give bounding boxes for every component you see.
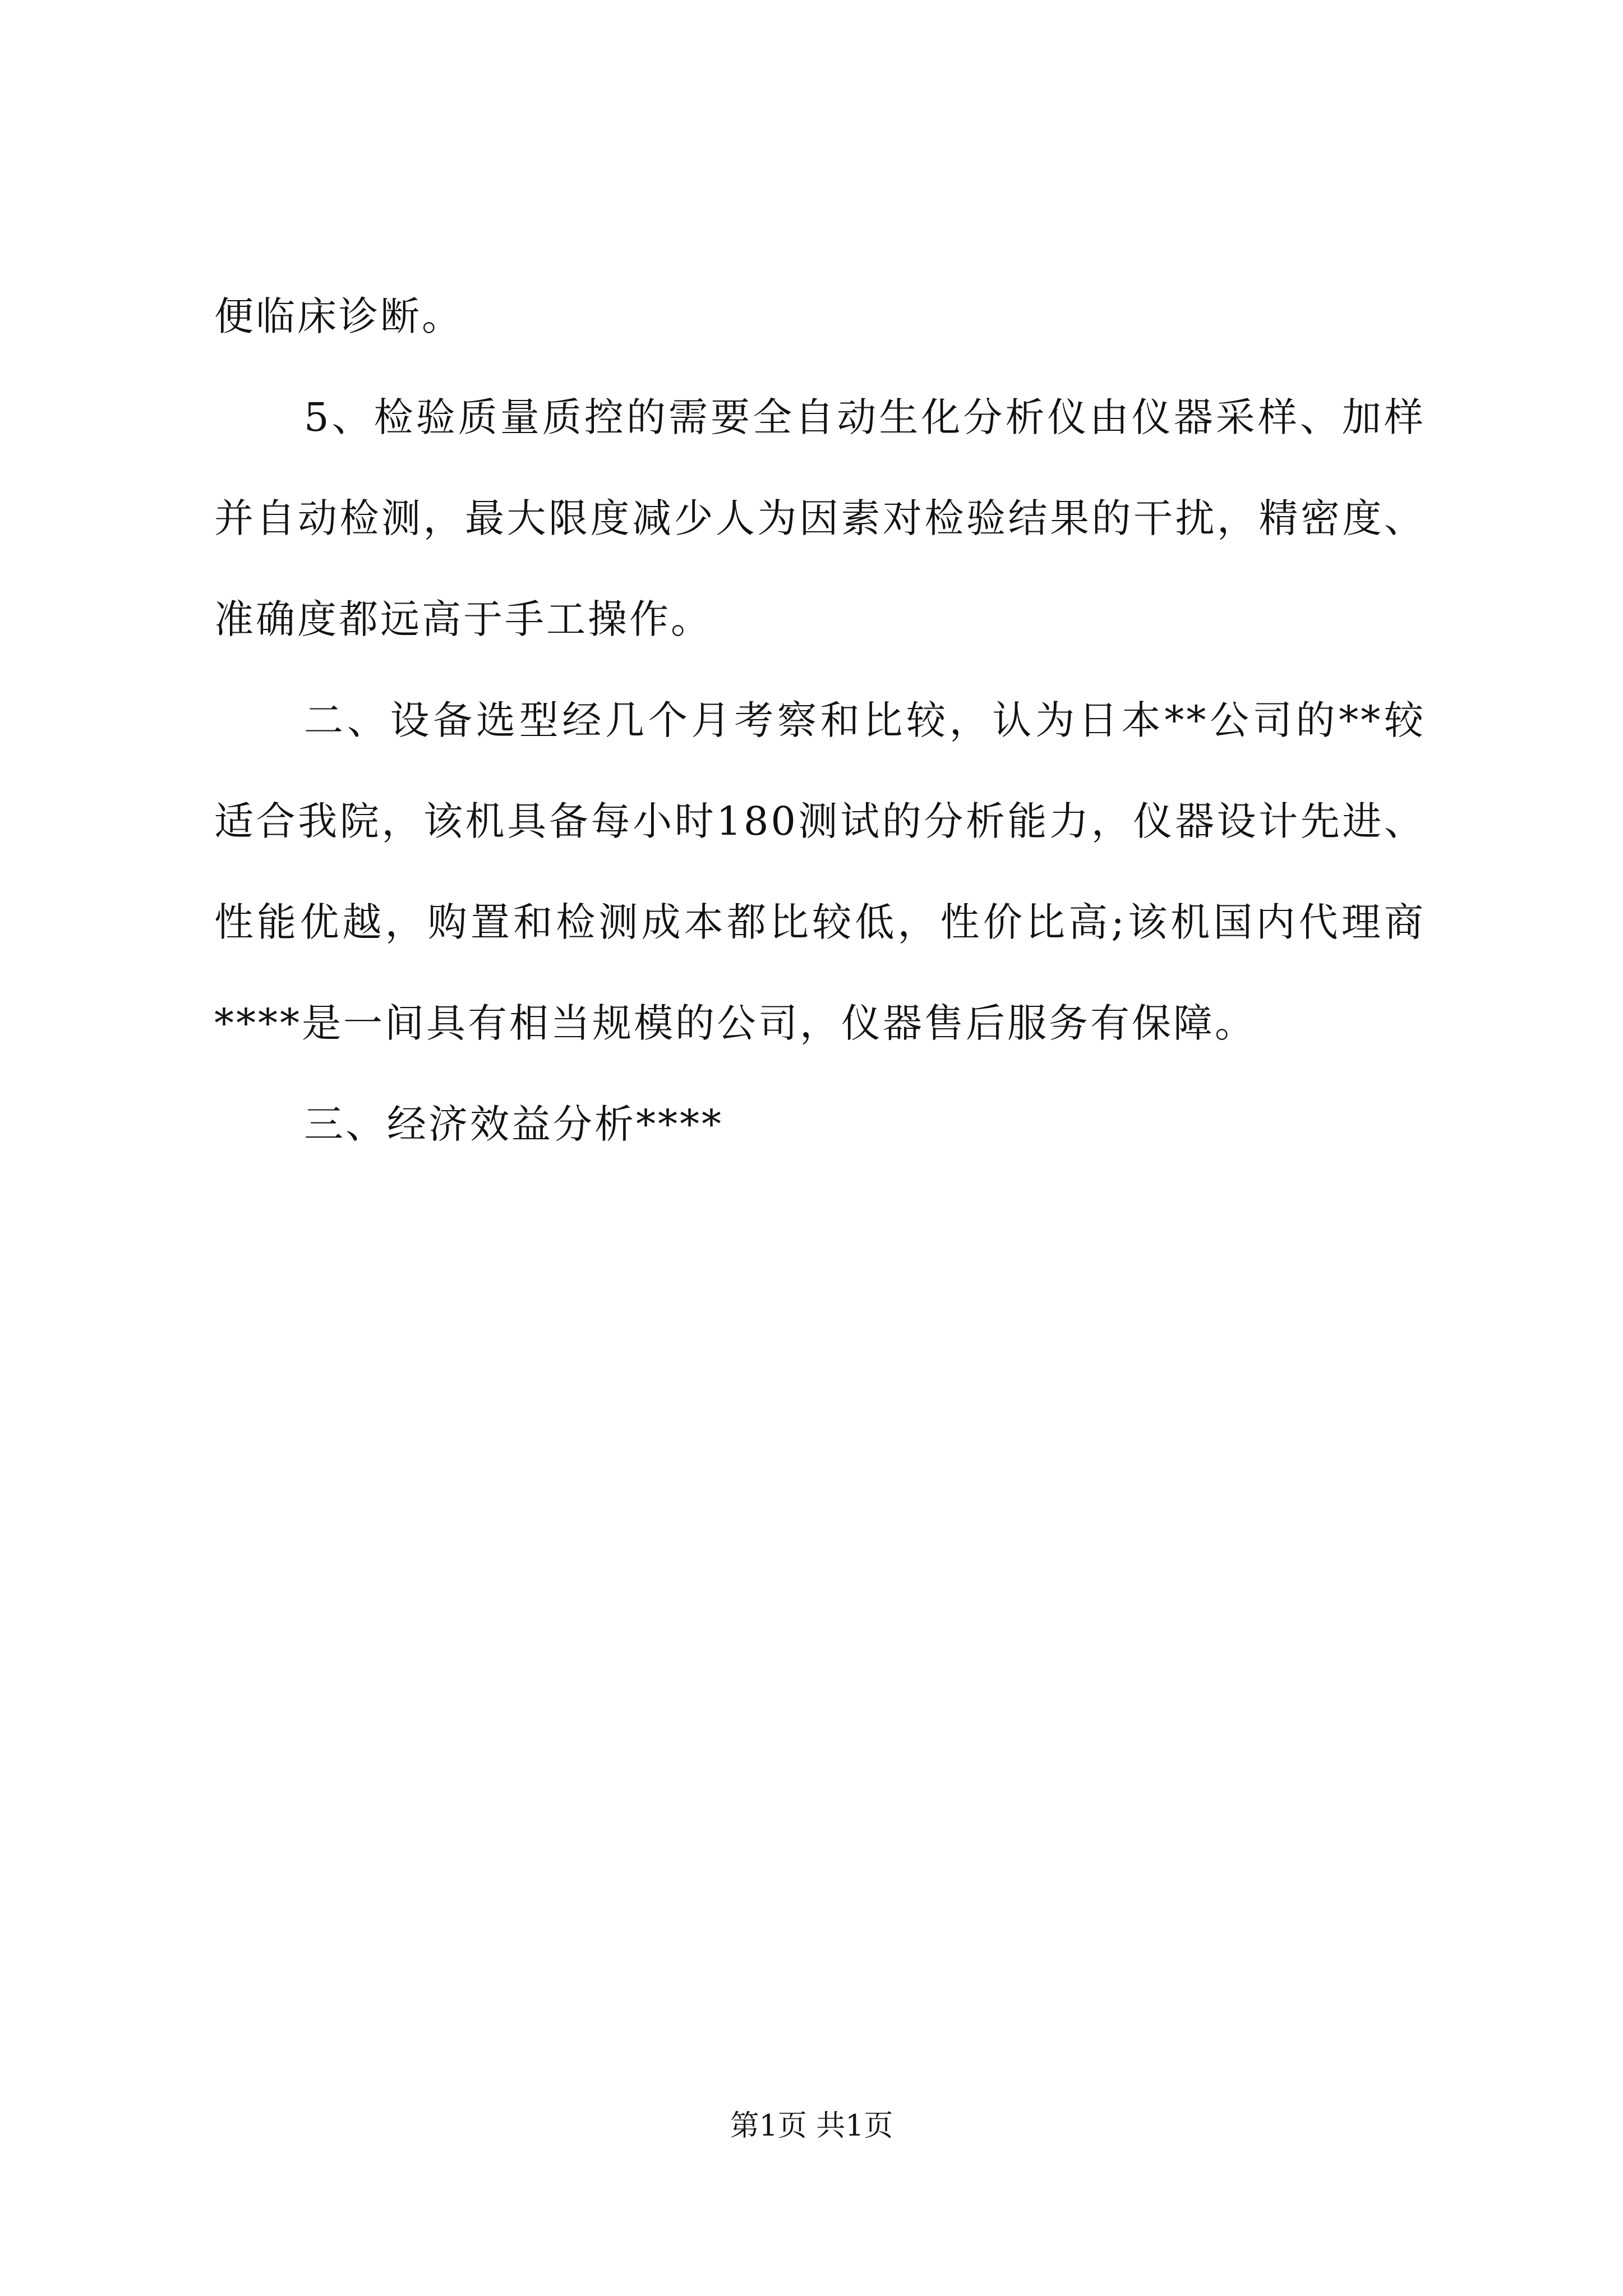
paragraph-item-5-quality-control: 5、检验质量质控的需要全自动生化分析仪由仪器采样、加样并自动检测，最大限度减少人为因素对检验结果的干扰，精密度、准确度都远高于手工操作。 <box>214 394 1426 642</box>
paragraph-continuation: 便临床诊断。 <box>214 293 463 339</box>
document-body <box>214 266 1426 1175</box>
paragraph-section-2-equipment-selection: 二、设备选型经几个月考察和比较，认为日本**公司的**较适合我院，该机具备每小时180测试的分析能力，仪器设计先进、性能优越，购置和检测成本都比较低，性价比高;该机国内代理商****是一间具有相当规模的公司，仪器售后服务有保障。 <box>214 697 1426 1046</box>
page-footer: 第1页 共1页 <box>730 2109 893 2143</box>
paragraph-section-3-economic-analysis: 三、经济效益分析**** <box>304 1101 723 1147</box>
